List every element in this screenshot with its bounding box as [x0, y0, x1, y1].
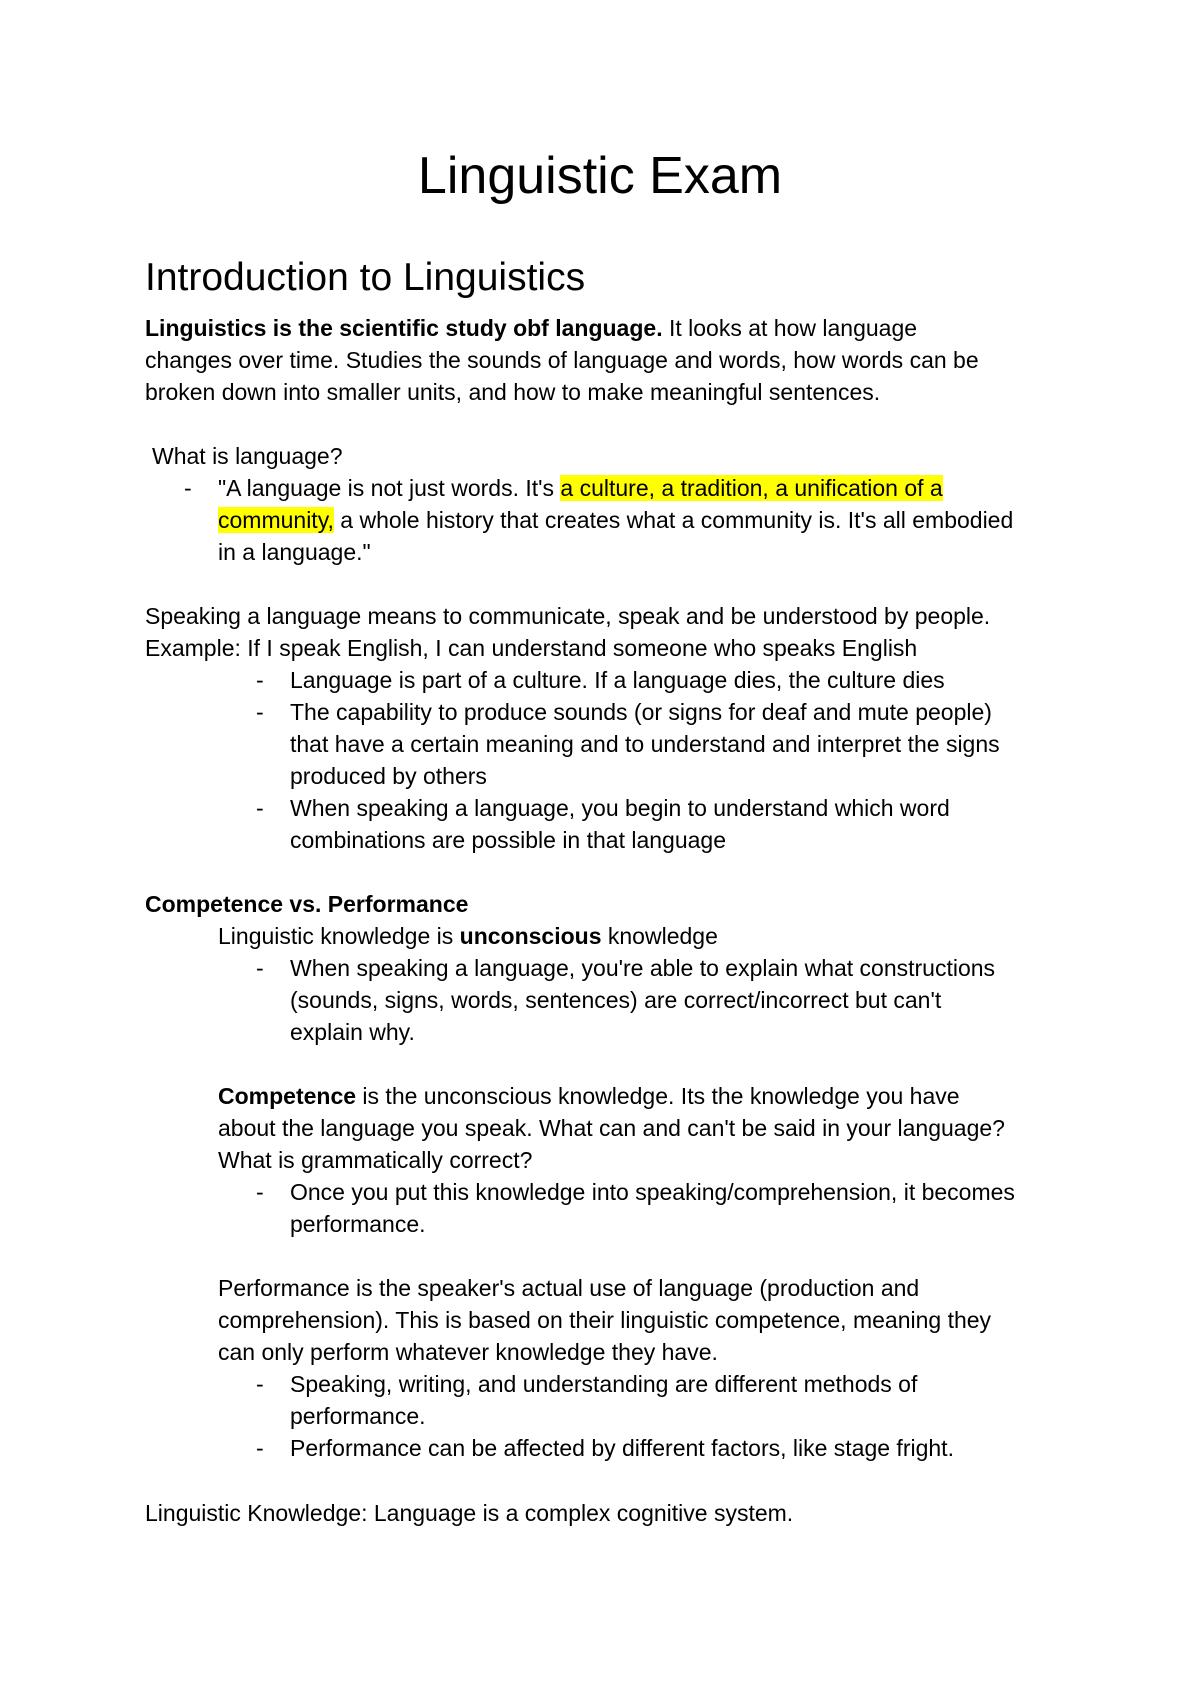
- bullet-dash: -: [256, 667, 264, 693]
- speaking-bullet-2-line-3: produced by others: [290, 763, 487, 789]
- bullet-dash: -: [256, 699, 264, 725]
- knowledge-post: knowledge: [601, 923, 718, 949]
- speaking-line-2: Example: If I speak English, I can understand someone who speaks English: [145, 635, 918, 661]
- competence-rest: is the unconscious knowledge. Its the knowledge you have: [356, 1083, 960, 1109]
- quote-line-2: [218, 504, 1013, 536]
- competence-line-3: What is grammatically correct?: [218, 1147, 533, 1173]
- competence-bullet-2-line-1: Once you put this knowledge into speaking/comprehension, it becomes: [290, 1179, 1015, 1205]
- speaking-line-1: Speaking a language means to communicate, speak and be understood by people.: [145, 603, 991, 629]
- quote-post-2: a whole history that creates what a community is. It's all embodied: [333, 507, 1014, 533]
- section-heading: Introduction to Linguistics: [145, 256, 586, 299]
- speaking-bullet-1-line-1: Language is part of a culture. If a language dies, the culture dies: [290, 667, 945, 693]
- performance-line-1: Performance is the speaker's actual use of language (production and: [218, 1275, 920, 1301]
- competence-bullet-1-line-2: (sounds, signs, words, sentences) are correct/incorrect but can't: [290, 987, 942, 1013]
- closing-line: Linguistic Knowledge: Language is a complex cognitive system.: [145, 1500, 794, 1526]
- quote-pre: "A language is not just words. It's: [218, 475, 561, 501]
- intro-line-2: changes over time. Studies the sounds of language and words, how words can be: [145, 347, 979, 373]
- quote-line-1: [218, 472, 943, 504]
- competence-line-2: about the language you speak. What can and can't be said in your language?: [218, 1115, 1005, 1141]
- quote-line-3: in a language.": [218, 539, 371, 565]
- speaking-bullet-2-line-2: that have a certain meaning and to understand and interpret the signs: [290, 731, 1000, 757]
- bullet-dash: -: [256, 1435, 264, 1461]
- bullet-dash: -: [256, 955, 264, 981]
- competence-heading: Competence vs. Performance: [145, 891, 469, 917]
- quote-highlight-1: a culture, a tradition, a unification of a: [560, 475, 943, 501]
- knowledge-bold: unconscious: [459, 923, 602, 949]
- performance-bullet-1-line-1: Speaking, writing, and understanding are different methods of: [290, 1371, 918, 1397]
- bullet-dash: -: [256, 795, 264, 821]
- competence-bullet-1-line-3: explain why.: [290, 1019, 415, 1045]
- competence-line-1: [218, 1080, 960, 1112]
- intro-bold-lead: Linguistics is the scientific study obf language.: [145, 315, 663, 341]
- performance-line-3: can only perform whatever knowledge they have.: [218, 1339, 718, 1365]
- speaking-bullet-3-line-2: combinations are possible in that language: [290, 827, 727, 853]
- quote-highlight-2: community,: [218, 507, 334, 533]
- performance-bullet-2-line-1: Performance can be affected by different factors, like stage fright.: [290, 1435, 954, 1461]
- speaking-bullet-2-line-1: The capability to produce sounds (or signs for deaf and mute people): [290, 699, 992, 725]
- bullet-dash: -: [256, 1179, 264, 1205]
- intro-line-1-rest: It looks at how language: [662, 315, 918, 341]
- knowledge-pre: Linguistic knowledge is: [218, 923, 460, 949]
- intro-line-3: broken down into smaller units, and how to make meaningful sentences.: [145, 379, 881, 405]
- knowledge-line: [218, 920, 718, 952]
- performance-bullet-1-line-2: performance.: [290, 1403, 426, 1429]
- bullet-dash: -: [184, 475, 192, 501]
- performance-line-2: comprehension). This is based on their linguistic competence, meaning they: [218, 1307, 992, 1333]
- competence-bullet-1-line-1: When speaking a language, you're able to explain what constructions: [290, 955, 996, 981]
- competence-bullet-2-line-2: performance.: [290, 1211, 426, 1237]
- intro-line-1: [145, 312, 917, 344]
- bullet-dash: -: [256, 1371, 264, 1397]
- speaking-bullet-3-line-1: When speaking a language, you begin to understand which word: [290, 795, 950, 821]
- document-title: Linguistic Exam: [417, 147, 783, 205]
- competence-bold: Competence: [218, 1083, 357, 1109]
- what-is-language-question: What is language?: [152, 443, 343, 469]
